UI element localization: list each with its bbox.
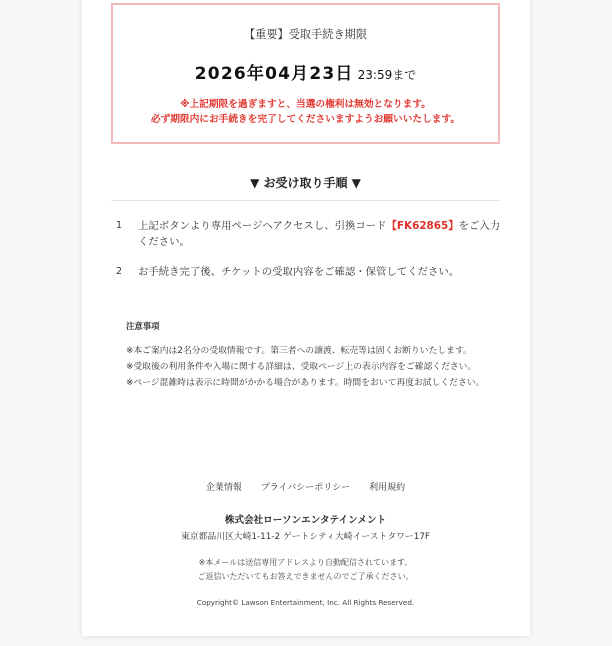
deadline-heading: 【重要】受取手続き期限 <box>243 28 368 41</box>
notes-heading: 注意事項 <box>126 321 160 331</box>
step-item <box>114 218 506 252</box>
auto-mail-notice <box>111 556 500 584</box>
steps-divider <box>111 200 500 201</box>
note-item: ※受取後の利用条件や入場に関する詳細は、受取ページ上の表示内容をご確認ください。 <box>126 362 477 372</box>
company-address: 東京都品川区大崎1-11-2 ゲートシティ大崎イーストタワー17F <box>181 532 430 542</box>
notice-line: ご返信いただいてもお答えできませんのでご了承ください。 <box>197 572 414 581</box>
step-number: 2 <box>115 266 123 277</box>
deadline-datetime <box>113 62 498 87</box>
step-text-before: 上記ボタンより専用ページへアクセスし、引換コード <box>138 220 387 232</box>
note-item: ※本ご案内は2名分の受取情報です。第三者への譲渡、転売等は固くお断りいたします。 <box>126 346 472 356</box>
copyright: Copyright© Lawson Entertainment, Inc. All Rights Reserved. <box>196 598 415 607</box>
step-text: お手続き完了後、チケットの受取内容をご確認・保管してください。 <box>138 266 460 278</box>
deadline-warning-line: ※上記期限を過ぎますと、当選の権利は無効となります。 <box>180 99 431 110</box>
footer-links <box>111 482 500 494</box>
footer-link-terms[interactable]: 利用規約 <box>369 483 406 493</box>
step-number: 1 <box>115 220 123 231</box>
footer-link-privacy-policy[interactable]: プライバシーポリシー <box>260 483 351 493</box>
notes-list <box>126 343 492 391</box>
steps-heading: ▼ お受け取り手順 ▼ <box>250 176 361 190</box>
deadline-warning <box>113 97 498 127</box>
deadline-warning-line: 必ず期限内にお手続きを完了してくださいますようお願いいたします。 <box>150 114 461 125</box>
deadline-box <box>111 3 500 144</box>
company-name: 株式会社ローソンエンタテインメント <box>224 515 387 526</box>
step-text <box>138 218 504 250</box>
note-item: ※ページ混雑時は表示に時間がかかる場合があります。時間をおいて再度お試しください。 <box>126 378 485 388</box>
deadline-time: 23:59まで <box>357 68 417 82</box>
step-text-after: をご入力ください。 <box>138 220 501 248</box>
step-item <box>114 264 506 282</box>
notice-line: ※本メールは送信専用アドレスより自動配信されています。 <box>198 558 413 567</box>
footer-link-company-info[interactable]: 企業情報 <box>205 483 242 493</box>
deadline-date: 2026年04月23日 <box>194 64 354 84</box>
exchange-code: 【FK62865】 <box>386 220 459 232</box>
